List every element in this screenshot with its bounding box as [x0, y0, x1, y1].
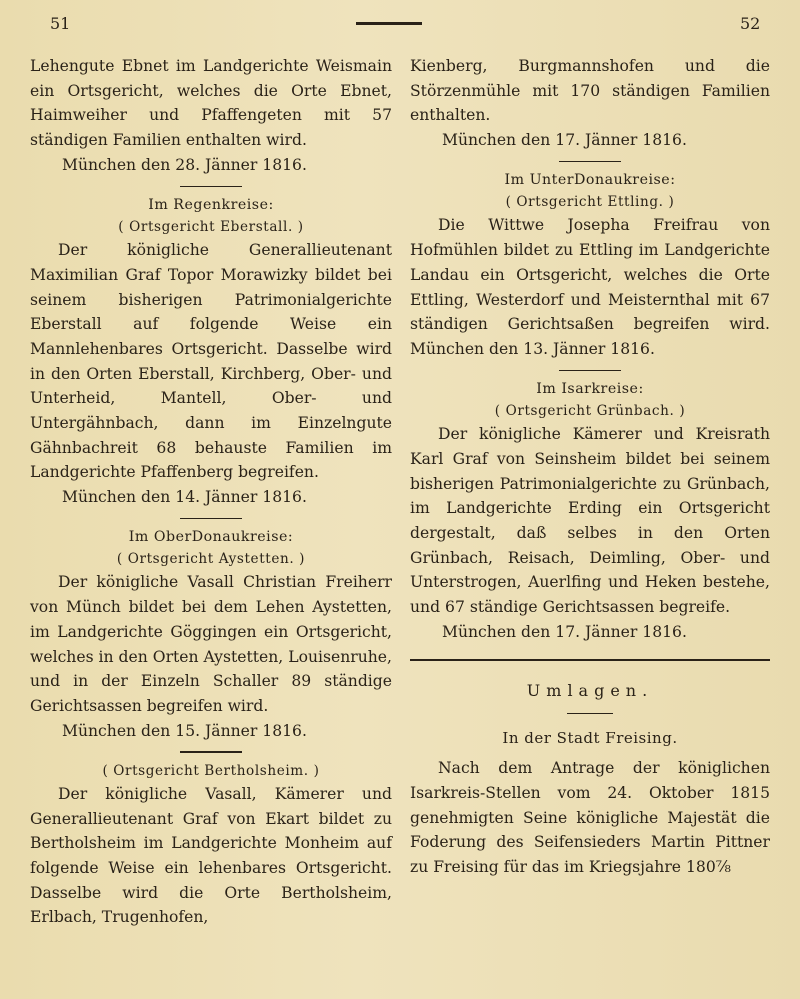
- date-line: München den 15. Jänner 1816.: [62, 721, 307, 740]
- paragraph-ebnet: Lehengute Ebnet im Landgerichte Weismain ein Ortsgericht, welches die Orte Ebnet, Haimweiher und Pfaffengeten mit 57 ständigen Familien enthalten wird.: [30, 57, 392, 150]
- section-heading-regenkreise: Im Regenkreise:: [148, 197, 274, 214]
- page-number-left: 51: [50, 14, 71, 33]
- paragraph-gruenbach: Der königliche Kämerer und Kreisrath Karl Graf von Seinsheim bildet bei seinem bisherigen Patrimonialgerichte zu Grünbach, im Landgerichte Erding ein Ortsgericht dergestalt, daß selbes in den Orten Grünbach, Reisach, Deimling, Ober- und Unterstrogen, Auerlfing und Heken bestehe, und 67 ständige Gerichtsassen begreife.: [410, 425, 770, 617]
- paragraph-kienberg: Kienberg, Burgmannshofen und die Störzenmühle mit 170 ständigen Familien enthalten.: [410, 57, 770, 125]
- subheading-gruenbach: ( Ortsgericht Grünbach. ): [494, 403, 686, 420]
- paragraph-freising: Nach dem Antrage der königlichen Isarkreis-Stellen vom 24. Oktober 1815 genehmigten Seine königliche Majestät die Foderung des Seifensieders Martin Pittner zu Freising für das im Kriegsjahre 180⅞: [410, 759, 770, 877]
- section-heading-isarkreise: Im Isarkreise:: [536, 381, 644, 398]
- left-column: [30, 54, 392, 930]
- section-rule: [180, 186, 242, 188]
- right-column: [410, 54, 770, 880]
- section-rule: [180, 751, 242, 753]
- date-line: München den 28. Jänner 1816.: [62, 155, 307, 174]
- subheading-ettling: ( Ortsgericht Ettling. ): [505, 194, 675, 211]
- section-heading-oberdonaukreise: Im OberDonaukreise:: [128, 529, 294, 546]
- section-rule: [180, 518, 242, 520]
- section-rule: [559, 370, 621, 372]
- section-heading-unterdonaukreise: Im UnterDonaukreise:: [504, 172, 676, 189]
- subheading-bertholsheim: ( Ortsgericht Bertholsheim. ): [102, 762, 320, 779]
- section-rule: [567, 713, 613, 715]
- paragraph-aystetten: Der königliche Vasall Christian Freiherr von Münch bildet bei dem Lehen Aystetten, im Landgerichte Göggingen ein Ortsgericht, welches in den Orten Aystetten, Louisenruhe, und in der Einzeln Schaller 89 ständige Gerichtsassen begreifen wird.: [30, 573, 392, 715]
- page-number-right: 52: [740, 14, 761, 33]
- paragraph-eberstall: Der königliche Generallieutenant Maximilian Graf Topor Morawizky bildet bei seinem bisherigen Patrimonialgerichte Eberstall auf folgende Weise ein Mannlehenbares Ortsgericht. Dasselbe wird in den Orten Eberstall, Kirchberg, Ober- und Unterheid, Mantell, Ober- und Untergähnbach, dann im Einzelngute Gähnbachreit 68 behauste Familien im Landgerichte Pfaffenberg begreifen.: [30, 241, 392, 482]
- subheading-eberstall: ( Ortsgericht Eberstall. ): [118, 219, 304, 236]
- city-heading-freising: In der Stadt Freising.: [502, 729, 678, 748]
- paragraph-bertholsheim: Der königliche Vasall, Kämerer und Generallieutenant Graf von Ekart bildet zu Bertholsheim im Landgerichte Monheim auf folgende Weise ein lehenbares Ortsgericht. Dasselbe wird die Orte Bertholsheim, Erlbach, Trugenhofen,: [30, 784, 392, 927]
- section-rule: [559, 161, 621, 163]
- date-line: München den 14. Jänner 1816.: [62, 488, 307, 507]
- divider-rule: [410, 659, 770, 661]
- date-line: München den 17. Jänner 1816.: [442, 131, 687, 150]
- date-line: München den 17. Jänner 1816.: [442, 622, 687, 641]
- subheading-aystetten: ( Ortsgericht Aystetten. ): [116, 551, 306, 568]
- section-title-umlagen: Umlagen.: [526, 680, 654, 700]
- paragraph-ettling: Die Wittwe Josepha Freifrau von Hofmühlen bildet zu Ettling im Landgerichte Landau ein Ortsgericht, welches die Orte Ettling, Westerdorf und Meisternthal mit 67 ständigen Gerichtsaßen begreifen wird. München den 13. Jänner 1816.: [410, 216, 770, 358]
- header-rule: [356, 22, 422, 25]
